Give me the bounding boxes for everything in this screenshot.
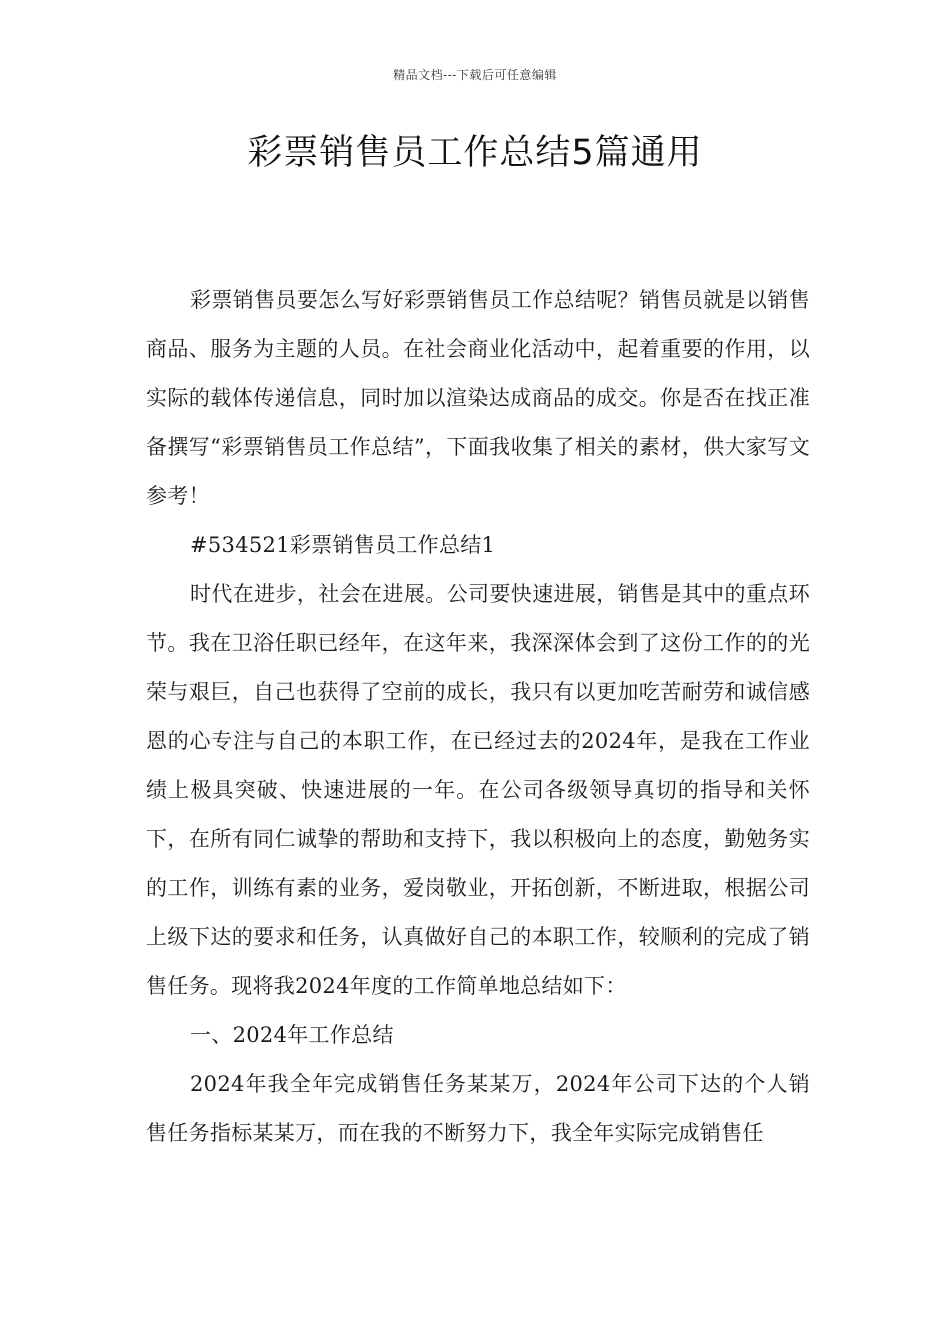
- section-heading-1: #534521彩票销售员工作总结1: [190, 533, 496, 557]
- paragraph-1: 时代在进步，社会在进展。公司要快速进展，销售是其中的重点环节。我在卫浴任职已经年，在这年来，我深深体会到了这份工作的的光荣与艰巨，自己也获得了空前的成长，我只有以更加吃苦耐劳和诚信感恩的心专注与自己的本职工作，在已经过去的2024年，是我在工作业绩上极具突破、快速进展的一年。在公司各级领导真切的指导和关怀下，在所有同仁诚挚的帮助和支持下，我以积极向上的态度，勤勉务实的工作，训练有素的业务，爱岗敬业，开拓创新，不断进取，根据公司上级下达的要求和任务，认真做好自己的本职工作，较顺利的完成了销售任务。现将我2024年度的工作简单地总结如下：: [146, 582, 810, 998]
- document-title: 彩票销售员工作总结5篇通用: [247, 133, 703, 173]
- header-note: 精品文档---下载后可任意编辑: [393, 68, 557, 82]
- paragraph-intro: 彩票销售员要怎么写好彩票销售员工作总结呢？销售员就是以销售商品、服务为主题的人员。在社会商业化活动中，起着重要的作用，以实际的载体传递信息，同时加以渲染达成商品的成交。你是否在找正准备撰写“彩票销售员工作总结”，下面我收集了相关的素材，供大家写文参考！: [146, 288, 810, 508]
- document-body: [146, 276, 810, 1158]
- section-heading-2024-summary: 一、2024年工作总结: [190, 1023, 394, 1047]
- paragraph-2: 2024年我全年完成销售任务某某万，2024年公司下达的个人销售任务指标某某万，而在我的不断努力下，我全年实际完成销售任: [146, 1072, 810, 1145]
